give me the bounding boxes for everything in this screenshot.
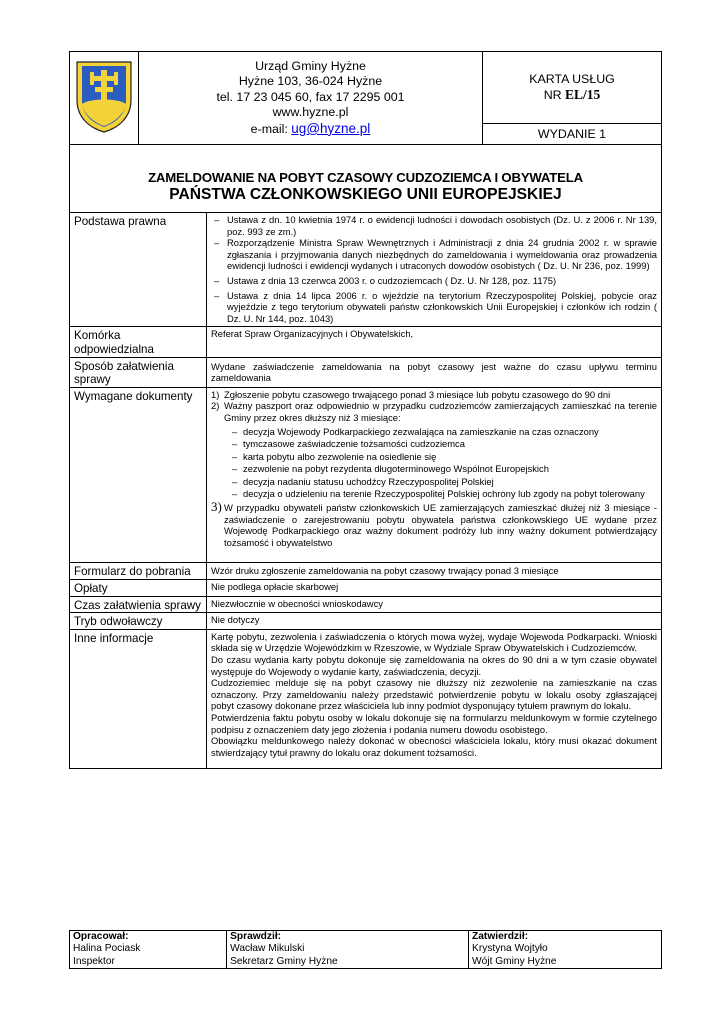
document-item-number: 2) — [211, 400, 220, 412]
document-subitem: – karta pobytu albo zezwolenie na osiedlenie się — [232, 451, 657, 463]
row-time — [70, 596, 662, 613]
info-paragraph: Potwierdzenia faktu pobytu osoby w lokalu dokonuje się na formularzu meldunkowym w formie czytelnego podpisu z oznaczeniem daty jego złożenia i podania numeru dowodu osobistego. — [211, 711, 657, 735]
document-item — [211, 389, 657, 401]
documents-list — [211, 389, 657, 549]
prepared-by — [70, 931, 227, 969]
document-subitem: – tymczasowe zaświadczenie tożsamości cudzoziemca — [232, 438, 657, 450]
document-subitem: – zezwolenie na pobyt rezydenta długoterminowego Wspólnot Europejskich — [232, 463, 657, 475]
office-website[interactable]: www.hyzne.pl — [272, 105, 349, 120]
row-legal-basis — [70, 213, 662, 327]
card-number-cell — [483, 52, 662, 124]
row-settlement — [70, 357, 662, 387]
legal-basis-label: Podstawa prawna — [70, 213, 207, 327]
office-address: Hyżne 103, 36-024 Hyżne — [238, 74, 383, 89]
approved-heading: Zatwierdził: — [472, 931, 529, 942]
document-item-text: Ważny paszport oraz odpowiednio w przypadku cudzoziemców zamierzających zamieszkać na terenie Gminy przez okres dłuższy niż 3 miesiące: — [224, 400, 657, 423]
header-table — [69, 51, 662, 213]
info-paragraph: Obowiązku meldunkowego należy dokonać w obecności właściciela lokalu, który musi okazać dokument stwierdzający tytuł prawny do lokalu oraz dokument tożsamości. — [211, 735, 657, 758]
office-email — [139, 121, 482, 138]
documents-label: Wymagane dokumenty — [70, 387, 207, 563]
document-subitem: – decyzja Wojewody Podkarpackiego zezwalająca na zamieszkanie na czas oznaczony — [232, 426, 657, 438]
other-info-content — [207, 629, 662, 769]
fees-value: Nie podlega opłacie skarbowej — [207, 580, 662, 597]
office-contact — [139, 52, 483, 145]
legal-item: – Rozporządzenie Ministra Spraw Wewnętrznych i Administracji z dnia 24 grudnia 2002 r. w sprawie zgłaszania i przyjmowania danych niezbędnych do zameldowania i wymeldowania oraz prowadzenia ewidencji ludności i ewidencji wydanych i utraconych dowodów osobistych ( Dz. U. Nr 236, poz. 1999) — [211, 237, 657, 272]
other-info-label: Inne informacje — [70, 629, 207, 769]
checked-by — [227, 931, 469, 969]
form-label: Formularz do pobrania — [70, 563, 207, 580]
approved-name: Krystyna Wojtyło — [472, 943, 548, 955]
document-subitem: – decyzja o udzieleniu na terenie Rzeczypospolitej Polskiej ochrony lub zgody na pobyt tolerowany — [232, 488, 657, 500]
row-appeal — [70, 613, 662, 630]
checked-name: Wacław Mikulski — [230, 943, 305, 955]
time-value: Niezwłocznie w obecności wnioskodawcy — [207, 596, 662, 613]
settlement-label: Sposób załatwienia sprawy — [70, 357, 207, 387]
row-unit — [70, 327, 662, 357]
edition-cell: WYDANIE 1 — [483, 124, 662, 145]
checked-heading: Sprawdził: — [230, 931, 282, 942]
documents-content — [207, 387, 662, 563]
prepared-role: Inspektor — [73, 955, 115, 967]
office-phone: tel. 17 23 045 60, fax 17 2295 001 — [216, 89, 405, 104]
document-item — [211, 499, 657, 548]
service-details-table — [69, 213, 662, 769]
form-value: Wzór druku zgłoszenie zameldowania na pobyt czasowy trwający ponad 3 miesiące — [207, 563, 662, 580]
settlement-value: Wydane zaświadczenie zameldowania na pobyt czasowy jest ważne do czasu upływu terminu zameldowania — [207, 357, 662, 387]
document-title — [70, 145, 662, 213]
legal-item: – Ustawa z dn. 10 kwietnia 1974 r. o ewidencji ludności i dowodach osobistych (Dz. U. z 2006 r. Nr 139, poz. 993 ze zm.) — [211, 214, 657, 237]
prepared-heading: Opracował: — [73, 931, 129, 942]
document-item-number: 1) — [211, 388, 220, 400]
row-other-info — [70, 629, 662, 769]
row-documents — [70, 387, 662, 563]
coat-of-arms-icon — [74, 58, 134, 134]
info-paragraph: Cudzoziemiec melduje się na pobyt czasowy nie dłuższy niż zezwolenie na zamieszkanie na czas oznaczony. Przy zameldowaniu należy przedstawić potwierdzenie pobytu w lokalu osoby zgłaszającej pobyt czasowy dokonane przez właściciela lub inny podmiot dysponujący tytułem prawnym do lokalu. — [211, 677, 657, 712]
appeal-value: Nie dotyczy — [207, 613, 662, 630]
checked-role: Sekretarz Gminy Hyżne — [230, 955, 338, 967]
title-line-2: PAŃSTWA CZŁONKOWSKIEGO UNII EUROPEJSKIEJ — [169, 186, 562, 203]
email-label: e-mail: — [250, 121, 292, 136]
approved-role: Wójt Gminy Hyżne — [472, 955, 557, 967]
office-name: Urząd Gminy Hyżne — [255, 58, 366, 73]
unit-label: Komórka odpowiedzialna — [70, 327, 207, 357]
legal-basis-list — [211, 214, 657, 324]
legal-item: – Ustawa z dnia 13 czerwca 2003 r. o cudzoziemcach ( Dz. U. Nr 128, poz. 1175) — [211, 275, 657, 287]
legal-basis-content — [207, 213, 662, 327]
title-line-1: ZAMELDOWANIE NA POBYT CZASOWY CUDZOZIEMCA I OBYWATELA — [148, 170, 583, 185]
info-paragraph: Do czasu wydania karty pobytu dokonuje się zameldowania na okres do 90 dni a w tym czasie obywatel występuje do Wojewody o wydanie karty, zaświadczenia, decyzji. — [211, 654, 657, 677]
coat-of-arms — [70, 52, 139, 145]
document-item-text: Zgłoszenie pobytu czasowego trwającego ponad 3 miesiące lub pobytu czasowego do 90 dni — [224, 388, 611, 400]
card-number-value: EL/15 — [565, 87, 601, 102]
approval-footer — [69, 930, 662, 969]
unit-value: Referat Spraw Organizacyjnych i Obywatelskich, — [207, 327, 662, 357]
document-item — [211, 400, 657, 500]
fees-label: Opłaty — [70, 580, 207, 597]
legal-item: – Ustawa z dnia 14 lipca 2006 r. o wjeździe na terytorium Rzeczypospolitej Polskiej, pobycie oraz wyjeździe z tego terytorium obywateli państw członkowskich Unii Europejskiej i członków ich rodzin ( Dz. U. Nr 144, poz. 1043) — [211, 290, 657, 325]
document-subitem: – decyzja nadaniu statusu uchodźcy Rzeczypospolitej Polskiej — [232, 476, 657, 488]
email-link[interactable]: ug@hyzne.pl — [291, 120, 371, 136]
document-item-number: 3) — [211, 499, 222, 515]
card-label: KARTA USŁUG — [529, 72, 615, 86]
approved-by — [469, 931, 662, 969]
document-item-text: W przypadku obywateli państw członkowskich UE zamierzających zamieszkać dłużej niż 3 miesiące - zaświadczenie o zarejestrowaniu pobytu obywatela państwa członkowskiego UE wydane przez Wojewodę Podkarpackiego oraz ważny dokument podróży lub inny ważny dokument potwierdzający tożsamość i obywatelstwo — [224, 502, 657, 548]
row-form — [70, 563, 662, 580]
card-number — [483, 87, 661, 103]
document-sublist — [232, 426, 657, 501]
card-number-prefix: NR — [543, 88, 566, 102]
service-card — [69, 51, 662, 769]
time-label: Czas załatwienia sprawy — [70, 596, 207, 613]
info-paragraph: Kartę pobytu, zezwolenia i zaświadczenia o których mowa wyżej, wydaje Wojewoda Podkarpacki. Wnioski składa się w Urzędzie Wojewódzkim w Rzeszowie, w Wydziale Spraw Obywatelskich i Cudzoziemców. — [211, 630, 657, 654]
appeal-label: Tryb odwoławczy — [70, 613, 207, 630]
row-fees — [70, 580, 662, 597]
prepared-name: Halina Pociask — [73, 943, 141, 955]
